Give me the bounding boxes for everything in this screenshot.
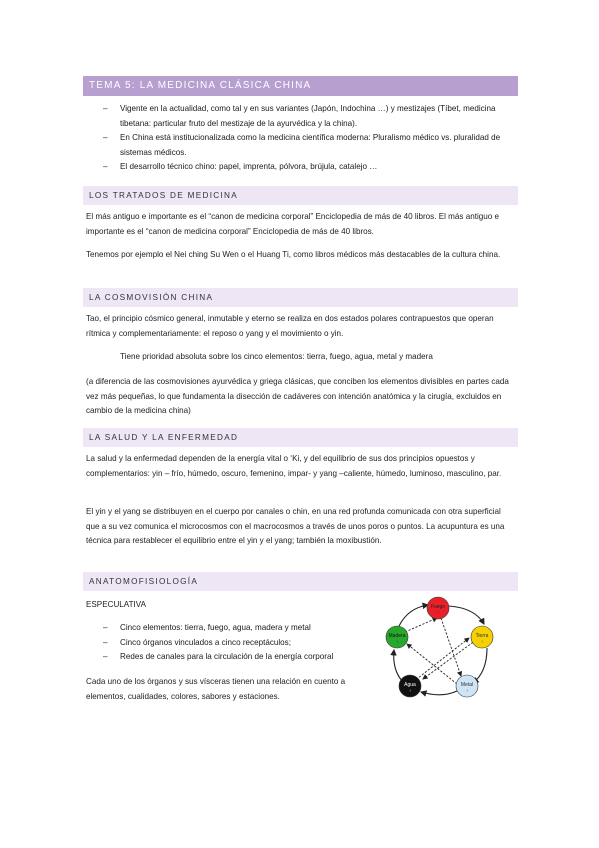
element-node-madera	[386, 626, 408, 648]
svg-text:↑: ↑	[481, 639, 483, 644]
cosmovision-paragraph-3: (a diferencia de las cosmovisiones ayurvédica y griega clásicas, que conciben los elementos divisibles en partes cada vez más pequeñas, lo que fundamenta la disección de cadáveres con intención anatómica y la cirugía, excluidos en cambio de la medicina china)	[86, 377, 509, 415]
anatomo-bullet-list	[88, 621, 390, 665]
intro-bullet-list	[88, 102, 518, 175]
element-node-metal	[456, 675, 478, 697]
salud-paragraph-1: La salud y la enfermedad dependen de la energía vital o ‘Ki, y del equilibrio de sus dos principios opuestos y complementarios: yin – frío, húmedo, oscuro, femenino, impar- y yang –caliente, húmedo, luminoso, masculino, par.	[86, 454, 502, 478]
bullet-dash: –	[103, 652, 108, 661]
element-node-tierra	[471, 626, 493, 648]
svg-text:↑: ↑	[409, 688, 411, 693]
bullet-dash: –	[103, 623, 108, 632]
svg-text:↑: ↑	[466, 688, 468, 693]
tratados-paragraph-1: El más antiguo e importante es el “canon de medicina corporal” Enciclopedia de más de 40 libros. El más antiguo e importante es el “canon de medicina corporal” Enciclopedia de más de 40 libros.	[86, 212, 500, 236]
tratados-paragraph-2: Tenemos por ejemplo el Nei ching Su Wen o el Huang Ti, como libros médicos más destacables de la cultura china.	[86, 250, 501, 259]
page-title: TEMA 5: LA MEDICINA CLÁSICA CHINA	[83, 76, 518, 96]
salud-paragraph-2: El yin y el yang se distribuyen en el cuerpo por canales o chin, en una red profunda comunicada con otra superficial que a su vez comunica el microcosmos con el macrocosmos a través de unos poros o puntos. La acupuntura es una técnica para restablecer el equilibrio entre el yin y el yang; también la moxibustión.	[86, 507, 505, 545]
list-item: – Cinco elementos: tierra, fuego, agua, madera y metal	[88, 621, 390, 636]
list-item: – Cinco órganos vinculados a cinco receptáculos;	[88, 636, 390, 651]
anatomo-paragraph-1: Cada uno de los órganos y sus vísceras tienen una relación en cuento a elementos, cualidades, colores, sabores y estaciones.	[86, 677, 346, 701]
svg-text:Fuego: Fuego	[430, 604, 446, 610]
section-heading-anatomofisiologia: ANATOMOFISIOLOGÍA	[83, 572, 518, 591]
svg-text:Tierra: Tierra	[475, 633, 489, 639]
cosmovision-paragraph-2: Tiene prioridad absoluta sobre los cinco elementos: tierra, fuego, agua, metal y madera	[120, 352, 433, 361]
control-arrows	[405, 618, 476, 684]
svg-text:Agua: Agua	[404, 682, 416, 688]
element-node-agua	[399, 675, 421, 697]
bullet-dash: –	[103, 637, 108, 647]
list-item: – En China está institucionalizada como la medicina científica moderna: Pluralismo médico vs. pluralidad de sistemas médicos.	[103, 133, 501, 157]
section-heading-salud: LA SALUD Y LA ENFERMEDAD	[83, 428, 518, 447]
five-elements-diagram	[383, 594, 501, 702]
element-node-fuego	[427, 597, 449, 619]
section-heading-tratados: LOS TRATADOS DE MEDICINA	[83, 186, 518, 205]
svg-text:Madera: Madera	[388, 633, 406, 639]
bullet-dash: –	[103, 162, 108, 171]
list-item: – Vigente en la actualidad, como tal y en sus variantes (Japón, Indochina …) y mestizajes (Tíbet, medicina tibetana: particular fruto del mestizaje de la ayurvédica y la china).	[103, 104, 496, 128]
svg-text:↑: ↑	[396, 639, 398, 644]
section-heading-cosmovision: LA COSMOVISIÓN CHINA	[83, 288, 518, 307]
subheading-especulativa: ESPECULATIVA	[86, 600, 146, 609]
cosmovision-paragraph-1: Tao, el principio cósmico general, inmutable y eterno se realiza en dos estados polares contrapuestos que operan rítmica y complementariamente: el reposo o yang y el movimiento o yin.	[86, 314, 494, 338]
svg-text:Metal: Metal	[460, 682, 474, 688]
svg-text:↑: ↑	[437, 610, 439, 615]
list-item: – El desarrollo técnico chino: papel, imprenta, pólvora, brújula, catalejo …	[88, 160, 518, 175]
bullet-dash: –	[103, 133, 108, 142]
list-item: – Redes de canales para la circulación de la energía corporal	[88, 650, 390, 665]
bullet-dash: –	[103, 104, 108, 113]
